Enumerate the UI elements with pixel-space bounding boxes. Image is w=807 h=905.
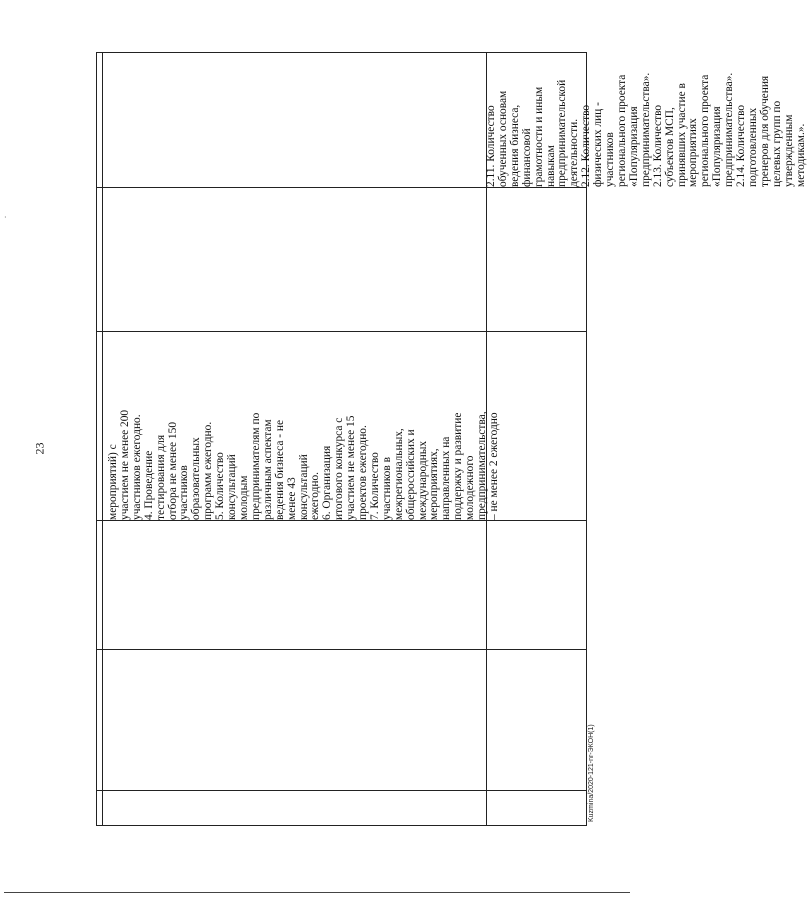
text-line: консультаций xyxy=(226,454,239,520)
text-line: грамотности и иным xyxy=(532,86,545,187)
text-line: участников xyxy=(178,465,191,520)
text-line: тренеров для обучения xyxy=(758,75,771,187)
text-line: предпринимателям по xyxy=(249,412,262,520)
text-line: навыкам xyxy=(544,145,557,187)
text-line: участников в xyxy=(380,457,393,520)
text-line: деятельности. xyxy=(568,118,581,187)
text-line: итогового конкурса с xyxy=(333,417,346,520)
text-line: 2.13. Количество xyxy=(651,104,664,187)
text-line: мероприятий) с xyxy=(107,444,119,520)
text-line: 2.11. Количество xyxy=(485,105,497,187)
text-line: 5. Количество xyxy=(214,452,227,520)
text-line: предпринимательства, xyxy=(476,411,489,520)
text-line: мероприятиях xyxy=(687,118,700,187)
text-line: физических лиц - xyxy=(592,102,605,187)
text-line: предпринимательства». xyxy=(639,72,652,187)
table-row-divider-3 xyxy=(97,520,586,521)
table-row-divider-1 xyxy=(97,187,586,188)
text-line: ведения бизнеса - не xyxy=(273,419,286,520)
text-line: принявших участие в xyxy=(675,83,688,187)
text-line: ежегодно. xyxy=(309,471,322,520)
table-row-divider-4 xyxy=(97,649,586,650)
text-line: обученных основам xyxy=(496,90,509,187)
table-row-divider-5 xyxy=(97,790,586,791)
text-line: – не менее 2 ежегодно xyxy=(488,412,500,520)
text-line: участников xyxy=(604,132,617,187)
text-line: менее 43 xyxy=(285,477,298,520)
text-line: подготовленных xyxy=(746,107,759,187)
text-line: молодым xyxy=(237,475,250,520)
text-line: 6. Организация xyxy=(321,445,334,520)
text-line: предпринимательства». xyxy=(723,72,736,187)
text-line: отбора не менее 150 xyxy=(166,421,179,520)
page-number: 23 xyxy=(32,442,47,455)
text-line: регионального проекта xyxy=(699,74,712,187)
text-line: проектов ежегодно. xyxy=(357,425,370,520)
table-col-divider-left xyxy=(102,53,103,825)
text-line: мероприятиях, xyxy=(428,448,441,520)
text-line: «Популяризация xyxy=(711,106,724,187)
text-line: различным аспектам xyxy=(261,419,274,520)
footer-rule xyxy=(4,892,630,893)
text-line: утвержденным xyxy=(782,114,795,187)
text-line: международных xyxy=(416,440,429,520)
text-line: участием не менее 15 xyxy=(345,415,358,520)
text-line: направленных на xyxy=(440,436,453,520)
text-line: целевых групп по xyxy=(770,100,783,187)
text-line: 7. Количество xyxy=(368,452,381,520)
text-line: консультаций xyxy=(297,454,310,520)
stray-mark: · xyxy=(4,213,7,222)
text-line: «Популяризация xyxy=(627,106,640,187)
text-line: 4. Проведение xyxy=(142,450,155,520)
text-line: ведения бизнеса, xyxy=(508,104,521,187)
text-line: межрегиональных, xyxy=(392,428,405,520)
document-reference: Kuzmina/2020-121-nr-ЭКОН(1) xyxy=(588,724,595,822)
cell-indicators-events xyxy=(108,410,501,520)
text-line: 2.14. Количество xyxy=(735,104,748,187)
text-line: поддержку и развитие xyxy=(452,412,465,520)
text-line: участием не менее 200 xyxy=(118,409,131,520)
text-line: субъектов МСП, xyxy=(663,107,676,187)
text-line: молодежного xyxy=(464,455,477,520)
cell-indicators-results xyxy=(486,73,807,187)
text-line: тестирования для xyxy=(154,434,167,520)
text-line: 2.12. Количество xyxy=(580,104,593,187)
text-line: предпринимательской xyxy=(556,79,569,187)
text-line: образовательных xyxy=(190,437,203,520)
text-line: методикам.». xyxy=(794,123,807,187)
text-line: программ ежегодно. xyxy=(202,421,215,520)
text-line: общероссийских и xyxy=(404,429,417,520)
text-line: участников ежегодно. xyxy=(130,414,143,520)
table-row-divider-2 xyxy=(97,331,586,332)
text-line: финансовой xyxy=(520,128,533,187)
text-line: регионального проекта xyxy=(615,74,628,187)
